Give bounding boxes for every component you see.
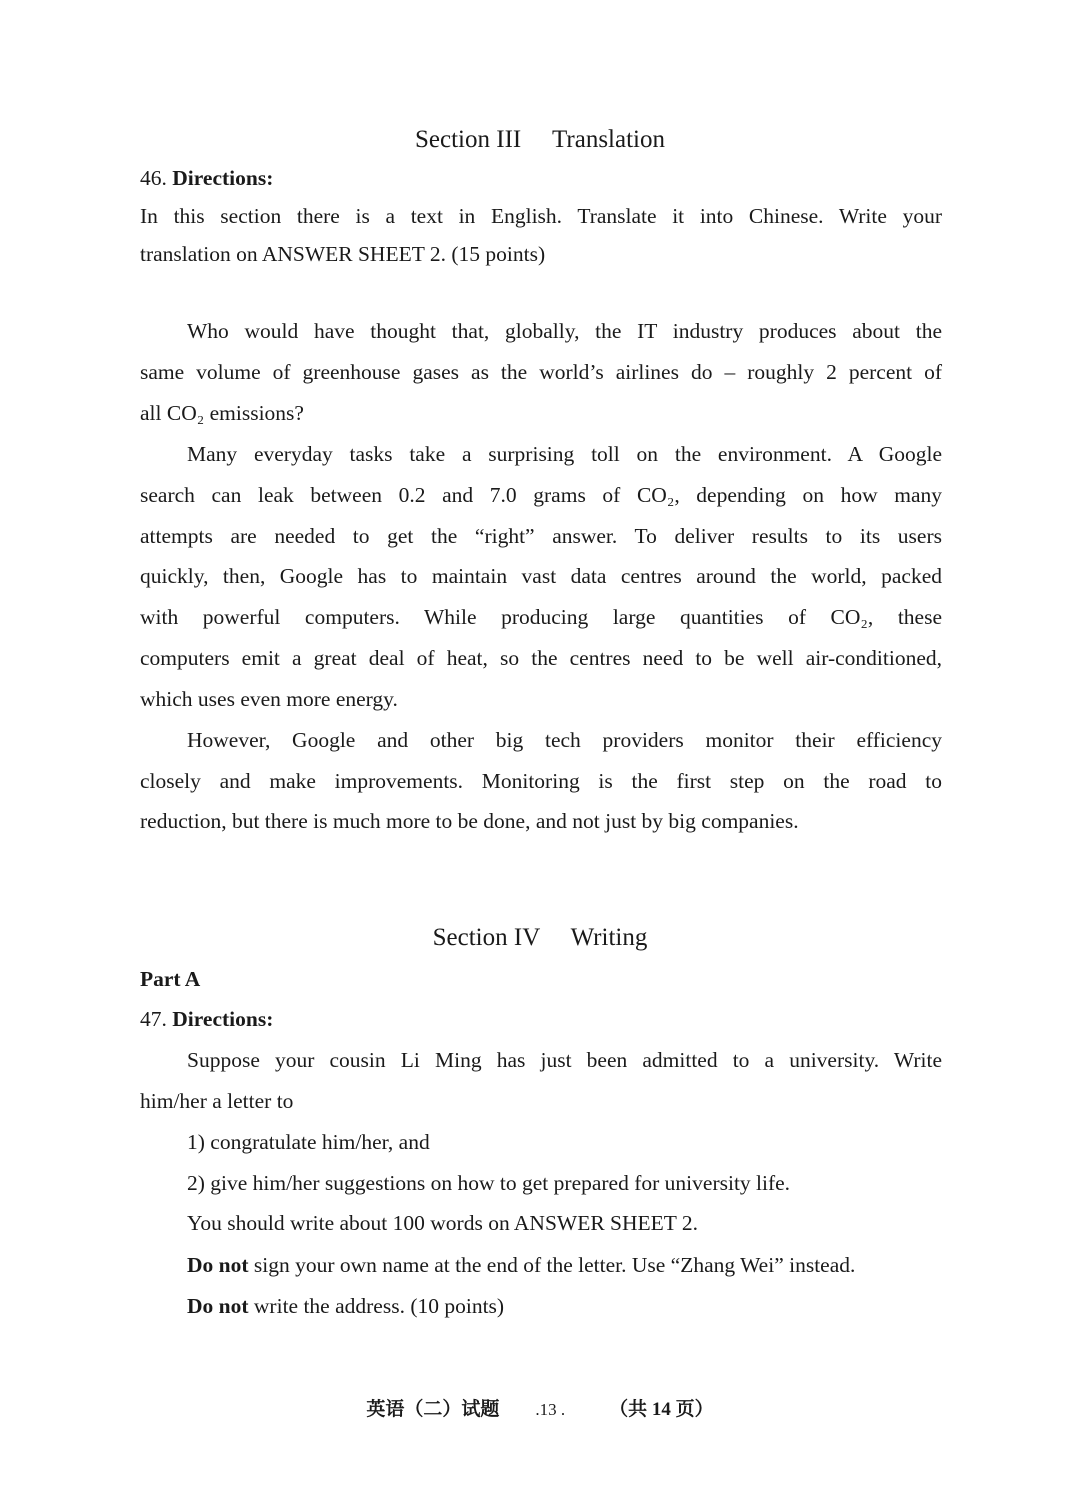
writing-task-item: 1) congratulate him/her, and [187,1130,430,1154]
note-address: Do not write the address. (10 points) [187,1294,505,1318]
passage-line: Many everyday tasks take a surprising toll on the environment. A Google [187,442,942,466]
question-number: 46. [140,166,167,190]
part-a-heading: Part A [140,967,201,991]
passage-line: quickly, then, Google has to maintain vast data centres around the world, packed [140,564,942,588]
word-requirement: You should write about 100 words on ANSWER SHEET 2. [187,1211,699,1235]
directions-line: translation on ANSWER SHEET 2. (15 points) [140,242,546,266]
writing-task-item: 2) give him/her suggestions on how to get prepared for university life. [187,1171,791,1195]
footer-subject: 英语（二）试题 [366,1399,500,1420]
question-47-heading [140,1004,942,1034]
passage-line: reduction, but there is much more to be done, and not just by big companies. [140,809,799,833]
passage-line: attempts are needed to get the “right” answer. To deliver results to its users [140,524,942,548]
footer-total-pages: （共 14 页） [609,1399,714,1420]
note-signature: Do not sign your own name at the end of the letter. Use “Zhang Wei” instead. [187,1253,856,1277]
passage-line: which uses even more energy. [140,687,398,711]
passage-line: Who would have thought that, globally, the IT industry produces about the [187,319,942,343]
do-not-label: Do not [187,1294,249,1318]
passage-line: with powerful computers. While producing large quantities of CO₂, these [140,605,942,629]
section-title-writing: Section IV Writing [432,924,648,951]
passage-line: closely and make improvements. Monitoring is the first step on the road to [140,769,942,793]
question-number: 47. [140,1007,167,1031]
passage-line: same volume of greenhouse gases as the world’s airlines do – roughly 2 percent of [140,360,942,384]
directions-label: Directions: [172,166,274,190]
writing-directions-line: Suppose your cousin Li Ming has just been admitted to a university. Write [187,1048,942,1072]
page-number: .13 . [535,1400,566,1419]
passage-line: all CO₂ emissions? [140,401,304,425]
passage-line: search can leak between 0.2 and 7.0 grams of CO₂, depending on how many [140,483,942,507]
question-46-heading [140,163,942,193]
writing-directions-line: him/her a letter to [140,1089,294,1113]
directions-label: Directions: [172,1007,274,1031]
passage-line: computers emit a great deal of heat, so the centres need to be well air-conditioned, [140,646,942,670]
section-title-translation: Section III Translation [415,126,665,153]
directions-line: In this section there is a text in English. Translate it into Chinese. Write your [140,204,942,228]
do-not-label: Do not [187,1253,249,1277]
passage-line: However, Google and other big tech providers monitor their efficiency [187,728,942,752]
page-footer [0,1396,1080,1424]
